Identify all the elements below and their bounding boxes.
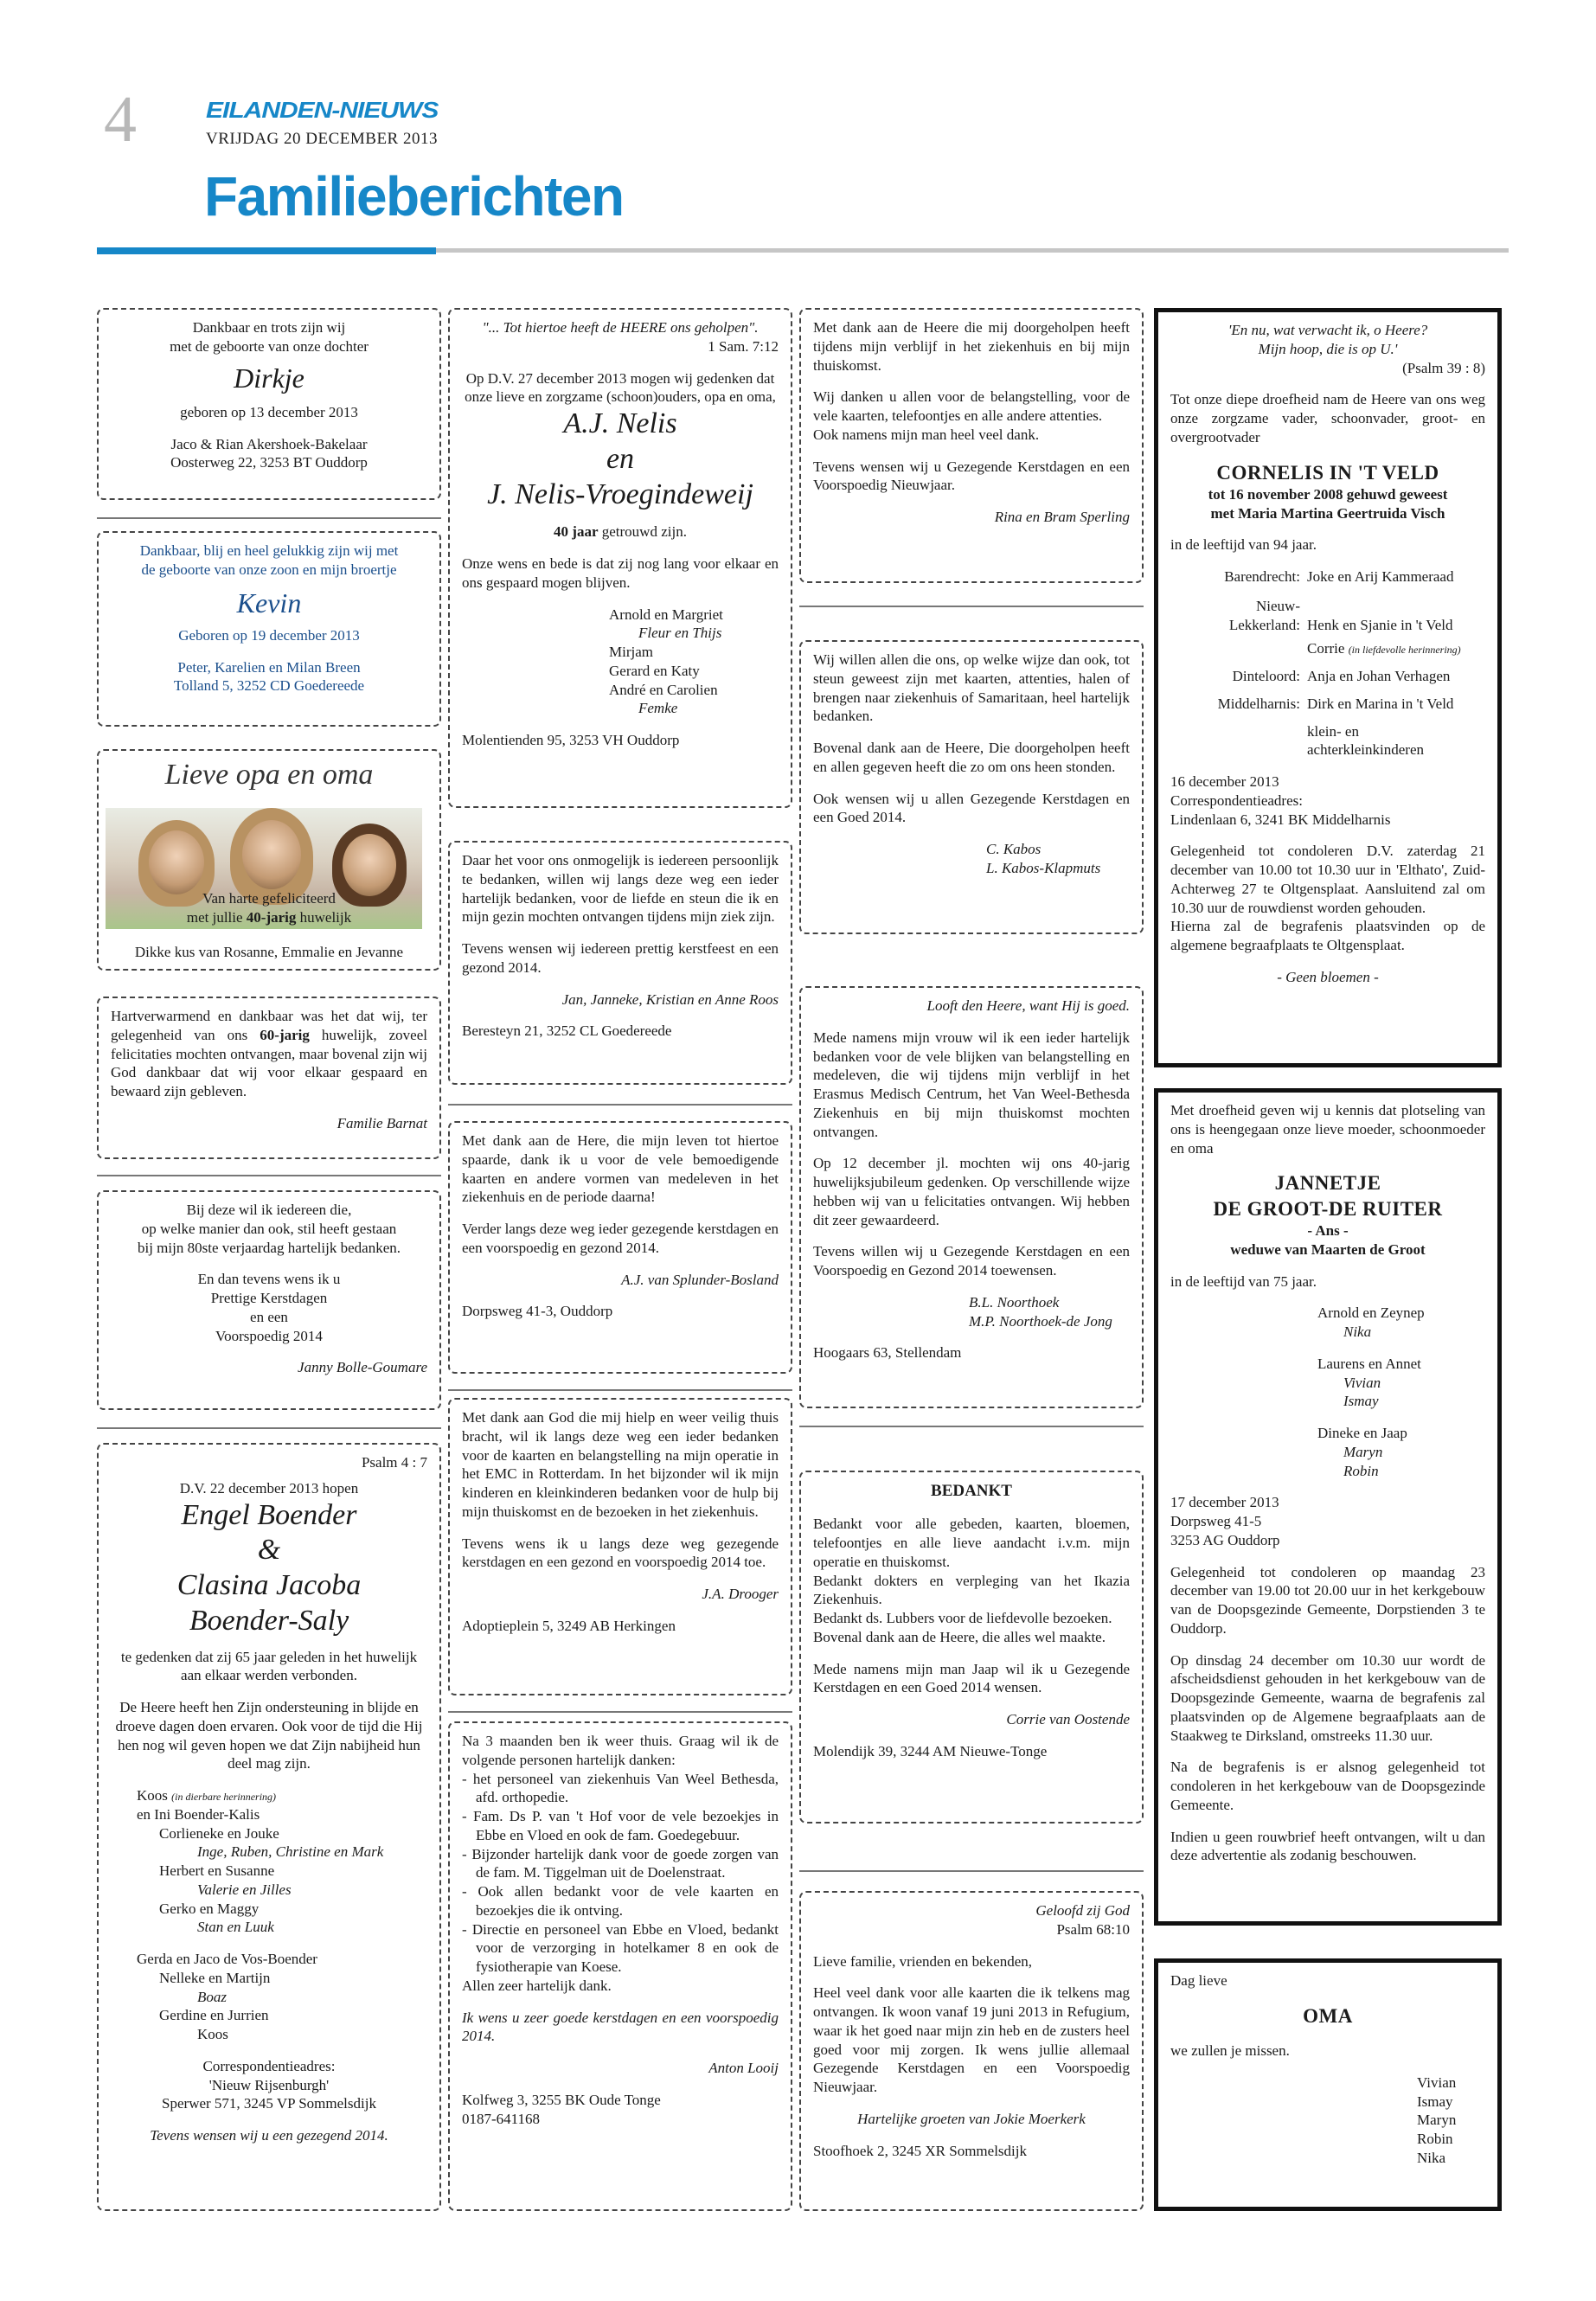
- ad-thanks-moerkerk: [799, 1891, 1144, 2211]
- text-line: Met droefheid geven wij u kennis dat plotseling van ons is heengegaan onze lieve moeder, schoonmoeder en oma: [1170, 1102, 1485, 1157]
- text-line: Na 3 maanden ben ik weer thuis. Graag wil ik de volgende personen hartelijk danken:: [462, 1733, 779, 1768]
- family-member: Gerard en Katy: [609, 662, 700, 679]
- family-member: Ismay: [1417, 2093, 1453, 2110]
- family-member: Laurens en Annet: [1317, 1355, 1421, 1372]
- text-line: te gedenken dat zij 65 jaar geleden in het huwelijk aan elkaar werden verbonden.: [120, 1648, 418, 1684]
- signature: Anton Looij: [708, 2060, 779, 2076]
- family-member: Dineke en Jaap: [1317, 1425, 1407, 1442]
- separator: [97, 1427, 441, 1429]
- issue-date: VRIJDAG 20 DECEMBER 2013: [206, 130, 438, 148]
- text-line: huwelijk: [296, 908, 352, 926]
- text-line: Indien u geen rouwbrief heeft ontvangen, wilt u dan deze advertentie als zodanig beschouwen.: [1170, 1828, 1485, 1864]
- text-line: Mede namens mijn vrouw wil ik een ieder hartelijk bedanken voor de vele blijken van belangstelling en medeleven, die wij tijdens mijn verblijf in het Erasmus Medisch Centrum, het Van Weel-Bethesda Ziekenhuis en bij mijn thuiskomst mochten ontvangen.: [813, 1029, 1130, 1140]
- anniversary-years: 40 jaar: [554, 523, 599, 541]
- anniversary-years: 60-jarig: [260, 1026, 310, 1043]
- text-line: Op dinsdag 24 december om 10.30 uur wordt de afscheidsdienst gehouden in het kerkgebouw van de Doopsgezinde Gemeente, waarna de begrafenis zal plaatsvinden op de Algemene begraafplaats aan de Staakweg te Dirksland, omstreeks 11.30 uur.: [1170, 1651, 1485, 1744]
- text-line: huwelijk, zoveel felicitaties mochten ontvangen, maar bovenal zijn wij God dankbaar dat wij voor elkaar gespaard en bewaard zijn gebleven.: [111, 1026, 427, 1099]
- family-member: Koos: [197, 2026, 228, 2043]
- ad-birth-dirkje: [97, 308, 441, 500]
- text-line: De Heere heeft hen Zijn ondersteuning in blijde en droeve dagen doen ervaren. Ook voor de tijd die Hij hen nog wil geven hopen we dat Zijn nabijheid hun deel mag zijn.: [115, 1699, 423, 1772]
- family-member: Anja en Johan Verhagen: [1307, 668, 1451, 685]
- text-line: Ik wens u zeer goede kerstdagen en een voorspoedig 2014.: [462, 2009, 779, 2045]
- family-member: klein- en: [1307, 722, 1359, 740]
- address: Kolfweg 3, 3255 BK Oude Tonge: [462, 2091, 661, 2108]
- signature: J.A. Drooger: [702, 1586, 779, 1602]
- address: Dorpsweg 41-5: [1170, 1513, 1262, 1530]
- family-member: Valerie en Jilles: [197, 1881, 292, 1898]
- place-label: Dinteloord:: [1232, 668, 1300, 685]
- address: Stoofhoek 2, 3245 XR Sommelsdijk: [813, 2142, 1027, 2159]
- text-line: getrouwd zijn.: [598, 523, 687, 541]
- text-line: Daar het voor ons onmogelijk is iedereen persoonlijk te bedanken, willen wij langs deze weg een ieder hartelijk bedanken, voor de liefde en steun die ik en mijn gezin mochten ontvangen tijdens mijn ziek zijn.: [462, 852, 779, 926]
- signature: A.J. van Splunder-Bosland: [621, 1271, 779, 1288]
- phone-number: 0187-641168: [462, 2110, 541, 2127]
- couple-name: Engel Boender: [181, 1498, 357, 1531]
- baby-name: Dirkje: [234, 362, 304, 394]
- text-line: Na de begrafenis is er alsnog gelegenheid tot condoleren in het kerkgebouw van de Doopsgezinde Gemeente.: [1170, 1759, 1485, 1813]
- place-label: Barendrecht:: [1224, 568, 1300, 586]
- family-member: André en Carolien: [609, 681, 718, 698]
- ad-thanks-noorthoek: [799, 986, 1144, 1408]
- text-line: Bedankt dokters en verpleging van het Ikazia Ziekenhuis.: [813, 1572, 1130, 1608]
- text-line: Bedankt ds. Lubbers voor de liefdevolle bezoeken.: [813, 1610, 1112, 1627]
- text-line: Mede namens mijn man Jaap wil ik u Gezegende Kerstdagen en een Goed 2014 wensen.: [813, 1660, 1130, 1696]
- text-line: Tevens willen wij u Gezegende Kerstdagen en een Voorspoedig en Gezond 2014 toewensen.: [813, 1243, 1130, 1279]
- family-member: Nika: [1343, 1324, 1372, 1341]
- parents: Jaco & Rian Akershoek-Bakelaar: [170, 435, 368, 452]
- place-label: Middelharnis:: [1217, 695, 1300, 712]
- text-line: Bovenal dank aan de Heere, die alles wel maakte.: [813, 1628, 1106, 1645]
- family-member: achterkleinkinderen: [1307, 741, 1424, 759]
- bible-quote: Mijn hoop, die is op U.': [1258, 340, 1398, 357]
- family-member: Vivian: [1417, 2073, 1457, 2091]
- text-line: Bovenal dank aan de Heere, Die doorgeholpen heeft en allen gegeven heeft die zo om ons heen stonden.: [813, 740, 1130, 775]
- ad-thanks-sperling: [799, 308, 1144, 583]
- ad-thanks-oostende: [799, 1471, 1144, 1823]
- family-member: Gerda en Jaco de Vos-Boender: [137, 1951, 317, 1968]
- separator: [799, 606, 1144, 607]
- marriage-note: tot 16 november 2008 gehuwd geweest: [1208, 485, 1448, 503]
- family-member: Stan en Luuk: [197, 1919, 274, 1936]
- text-line: Dag lieve: [1170, 1972, 1227, 1989]
- family-member: Gerdine en Jurrien: [159, 2007, 269, 2024]
- text-line: Wij danken u allen voor de belangstelling, voor de vele kaarten, telefoontjes en alle andere attenties.: [813, 388, 1130, 424]
- text-line: op welke manier dan ook, stil heeft gestaan: [141, 1220, 397, 1237]
- family-member: Corrie: [1307, 640, 1345, 657]
- birth-date: Geboren op 19 december 2013: [178, 626, 360, 644]
- family-member: Fleur en Thijs: [638, 625, 722, 642]
- address-label: Correspondentieadres:: [1170, 792, 1303, 809]
- header-rule-blue: [97, 247, 436, 254]
- list-item: - Directie en personeel van Ebbe en Vloed, bedankt voor de verzorging in hotelkamer 8 en ook de fysiotherapie van Koese.: [476, 1920, 779, 1977]
- text-line: de geboorte van onze zoon en mijn broertje: [141, 561, 397, 578]
- baby-name: Kevin: [236, 586, 302, 619]
- signature: M.P. Noorthoek-de Jong: [969, 1312, 1112, 1330]
- separator: [448, 1711, 792, 1713]
- family-member: Koos: [137, 1787, 168, 1804]
- family-member: Boaz: [197, 1988, 227, 2005]
- date: 16 december 2013: [1170, 773, 1279, 791]
- ad-anniversary-grandparents: [97, 749, 441, 971]
- family-member: Henk en Sjanie in 't Veld: [1307, 616, 1453, 633]
- separator: [799, 1870, 1144, 1872]
- couple-name: &: [257, 1534, 281, 1567]
- header-rule-grey: [436, 248, 1509, 253]
- deceased-name: CORNELIS IN 'T VELD: [1216, 461, 1439, 484]
- family-member: en Ini Boender-Kalis: [137, 1805, 260, 1823]
- address: Tolland 5, 3252 CD Goedereede: [173, 677, 365, 695]
- text-line: Hartverwarmend en dankbaar was het dat wij, ter gelegenheid van ons: [111, 1008, 427, 1043]
- widow-note: weduwe van Maarten de Groot: [1230, 1240, 1426, 1258]
- address: Beresteyn 21, 3252 CL Goedereede: [462, 1022, 672, 1040]
- text-line: Tevens wensen wij iedereen prettig kerstfeest en een gezond 2014.: [462, 940, 779, 976]
- birth-date: geboren op 13 december 2013: [180, 403, 358, 420]
- signature: C. Kabos: [986, 841, 1042, 857]
- bible-reference: Psalm 68:10: [1056, 1920, 1130, 1938]
- signature: Rina en Bram Sperling: [994, 509, 1130, 525]
- separator: [799, 1426, 1144, 1427]
- text-line: Onze wens en bede is dat zij nog lang voor elkaar en ons gespaard mogen blijven.: [462, 555, 779, 591]
- family-member: Herbert en Susanne: [159, 1862, 275, 1880]
- signature: L. Kabos-Klapmuts: [986, 859, 1101, 876]
- family-member: Arnold en Zeynep: [1317, 1304, 1425, 1322]
- signature: Corrie van Oostende: [1006, 1711, 1130, 1728]
- text-line: En dan tevens wens ik u: [197, 1271, 341, 1288]
- list-item: - Bijzonder hartelijk dank voor de goede zorgen van de fam. M. Tiggelman uit de Doelenstraat.: [476, 1845, 779, 1883]
- address: Adoptieplein 5, 3249 AB Herkingen: [462, 1617, 676, 1634]
- text-line: Voorspoedig 2014: [215, 1327, 323, 1344]
- text-line: Tevens wensen wij u Gezegende Kerstdagen en een Voorspoedig Nieuwjaar.: [813, 458, 1130, 494]
- list-item: - Ook allen bedankt voor de vele kaarten en bezoekjes die ik ontving.: [476, 1882, 779, 1920]
- deceased-name: JANNETJE: [1274, 1172, 1381, 1195]
- family-member: Robin: [1417, 2131, 1453, 2148]
- text-line: Met dank aan de Heere die mij doorgeholpen heeft tijdens mijn verblijf in het ziekenhuis en bij mijn thuiskomst.: [813, 319, 1130, 374]
- family-member: Joke en Arij Kammeraad: [1307, 568, 1454, 586]
- place-label: Lekkerland:: [1228, 616, 1300, 633]
- ad-anniversary-boender: [97, 1443, 441, 2211]
- text-line: Tot onze diepe droefheid nam de Heere van ons weg onze zorgzame vader, schoonvader, groot- en overgrootvader: [1170, 391, 1485, 445]
- memorial-note: (in liefdevolle herinnering): [1348, 644, 1461, 657]
- text-line: D.V. 22 december 2013 hopen: [179, 1479, 359, 1497]
- memorial-note: (in dierbare herinnering): [171, 1791, 277, 1804]
- place-label: Nieuw-: [1256, 597, 1300, 614]
- text-line: Op D.V. 27 december 2013 mogen wij gedenken dat onze lieve en zorgzame (schoon)ouders, opa en oma,: [465, 369, 776, 406]
- ad-thanks-splunder: [448, 1121, 792, 1374]
- signature: Hartelijke groeten van Jokie Moerkerk: [857, 2110, 1086, 2127]
- ad-thanks-kabos: [799, 640, 1144, 934]
- family-member: Dirk en Marina in 't Veld: [1307, 695, 1454, 712]
- address: Dorpsweg 41-3, Ouddorp: [462, 1303, 613, 1320]
- text-line: Heel veel dank voor alle kaarten die ik telkens mag ontvangen. Ik woon vanaf 19 juni 2013 in Refugium, waar ik het goed naar mijn zin heb en de zusters heel goed voor mij zorgen. Ik wens jullie allemaal Gezegende Kerstdagen en een Voorspoedig Nieuwjaar.: [813, 1984, 1130, 2095]
- separator: [97, 1175, 441, 1176]
- family-member: Vivian: [1343, 1374, 1381, 1391]
- family-member: Maryn: [1343, 1443, 1383, 1460]
- bible-quote: "... Tot hiertoe heeft de HEERE ons geholpen".: [482, 319, 759, 336]
- family-member: Nika: [1417, 2149, 1446, 2166]
- marriage-note: met Maria Martina Geertruida Visch: [1210, 504, 1445, 522]
- ad-thanks-janny: [97, 1190, 441, 1410]
- ad-thanks-barnat: [97, 997, 441, 1159]
- list-item: - Fam. Ds P. van 't Hof voor de vele bezoekjes in Ebbe en Vloed en ook de fam. Goedegebuur.: [476, 1807, 779, 1845]
- signature: B.L. Noorthoek: [969, 1293, 1060, 1311]
- bible-reference: 1 Sam. 7:12: [708, 337, 779, 355]
- deceased-name: DE GROOT-DE RUITER: [1213, 1197, 1443, 1220]
- family-member: Maryn: [1417, 2112, 1457, 2129]
- family-member: Ismay: [1343, 1393, 1379, 1410]
- text-line: Prettige Kerstdagen: [210, 1290, 328, 1306]
- couple-name: J. Nelis-Vroegindeweij: [487, 478, 753, 510]
- ad-anniversary-nelis: [448, 308, 792, 808]
- family-member: Nelleke en Martijn: [159, 1969, 271, 1986]
- date: 17 december 2013: [1170, 1494, 1279, 1511]
- text-line: Van harte gefeliciteerd: [202, 890, 336, 907]
- family-member: Robin: [1343, 1462, 1379, 1479]
- closing-wish: Tevens wensen wij u een gezegend 2014.: [150, 2127, 388, 2144]
- bible-quote: Geloofd zij God: [1035, 1902, 1130, 1919]
- text-line: Met dank aan de Here, die mijn leven tot hiertoe spaarde, dank ik u voor de vele bemoedigende kaarten en andere vormen van medeleven in het ziekenhuis en de periode daarna!: [462, 1132, 779, 1206]
- text-line: Ook namens mijn man heel veel dank.: [813, 426, 1040, 443]
- signature: Janny Bolle-Goumare: [298, 1359, 427, 1376]
- address: Molentienden 95, 3253 VH Ouddorp: [462, 732, 680, 749]
- family-member: Arnold en Margriet: [609, 606, 723, 623]
- separator: [448, 1104, 792, 1106]
- address: Molendijk 39, 3244 AM Nieuwe-Tonge: [813, 1742, 1048, 1759]
- text-line: Tevens wens ik u langs deze weg gezegende kerstdagen en een gezond en voorspoedig 2014 toe.: [462, 1535, 779, 1571]
- ad-thanks-drooger: [448, 1398, 792, 1695]
- couple-name: en: [606, 442, 635, 475]
- text-line: Bedankt voor alle gebeden, kaarten, bloemen, telefoontjes en alle lieve aandacht i.v.m. mijn operatie en thuiskomst.: [813, 1516, 1130, 1570]
- obituary-oma: [1154, 1958, 1502, 2211]
- obituary-veld: [1154, 308, 1502, 1067]
- ad-title: Lieve opa en oma: [164, 759, 374, 791]
- address: 'Nieuw Rijsenburgh': [208, 2076, 330, 2093]
- bible-reference: (Psalm 39 : 8): [1402, 359, 1485, 376]
- couple-name: Clasina Jacoba: [176, 1569, 362, 1602]
- text-line: met de geboorte van onze dochter: [170, 337, 369, 355]
- text-line: Gelegenheid tot condoleren op maandag 23 december van 19.00 tot 20.00 uur in het kerkgebouw van de Doopsgezinde Gemeente, Dorpstienden 3 te Ouddorp.: [1170, 1563, 1485, 1637]
- family-member: Femke: [638, 700, 678, 717]
- deceased-name: OMA: [1303, 2004, 1353, 2027]
- text-line: en een: [250, 1308, 288, 1325]
- text-line: Allen zeer hartelijk dank.: [462, 1977, 612, 1994]
- newspaper-logo: EILANDEN-NIEUWS: [206, 99, 439, 124]
- ad-thanks-roos: [448, 841, 792, 1085]
- text-line: Dankbaar en trots zijn wij: [192, 319, 346, 336]
- address: Oosterweg 22, 3253 BT Ouddorp: [170, 454, 368, 471]
- text-line: Verder langs deze weg ieder gezegende kerstdagen en een voorspoedig en gezond 2014.: [462, 1221, 779, 1256]
- couple-name: A.J. Nelis: [563, 407, 677, 439]
- page-number: 4: [104, 83, 137, 156]
- address: Lindenlaan 6, 3241 BK Middelharnis: [1170, 811, 1391, 828]
- bible-quote: 'En nu, wat verwacht ik, o Heere?: [1227, 322, 1428, 338]
- text-line: Lieve familie, vrienden en bekenden,: [813, 1952, 1032, 1970]
- text-line: Hierna zal de begrafenis plaatsvinden op de algemene begraafplaats te Oltgensplaat.: [1170, 918, 1485, 954]
- text-line: Ook wensen wij u allen Gezegende Kerstdagen en een Goed 2014.: [813, 790, 1130, 826]
- age: in de leeftijd van 75 jaar.: [1170, 1272, 1317, 1290]
- separator: [97, 517, 441, 519]
- signature: Familie Barnat: [337, 1114, 427, 1131]
- text-line: Bij deze wil ik iedereen die,: [186, 1202, 352, 1218]
- ad-birth-kevin: [97, 531, 441, 727]
- address: Hoogaars 63, Stellendam: [813, 1344, 962, 1362]
- thanks-list: [462, 1770, 779, 1977]
- text-line: Gelegenheid tot condoleren D.V. zaterdag 21 december van 10.00 tot 10.30 uur in 'Elthato', Zuid-Achterweg 27 te Oltgensplaat. Aansluitend zal om 10.30 uur de rouwdienst worden gehouden.: [1170, 843, 1485, 916]
- ad-thanks-looij: [448, 1721, 792, 2211]
- family-member: Mirjam: [609, 644, 653, 661]
- address: 3253 AG Ouddorp: [1170, 1531, 1280, 1548]
- obituary-ruiter: [1154, 1088, 1502, 1926]
- couple-name: Boender-Saly: [189, 1604, 349, 1637]
- nickname: - Ans -: [1307, 1222, 1349, 1240]
- text-line: met jullie: [186, 908, 247, 926]
- text-line: Dankbaar, blij en heel gelukkig zijn wij met: [139, 542, 399, 559]
- list-item: - het personeel van ziekenhuis Van Weel Bethesda, afd. orthopedie.: [476, 1770, 779, 1808]
- family-member: Inge, Ruben, Christine en Mark: [197, 1843, 384, 1861]
- section-title: Familieberichten: [204, 165, 624, 228]
- bible-quote: Looft den Heere, want Hij is goed.: [926, 997, 1130, 1014]
- anniversary-years: 40-jarig: [246, 908, 297, 926]
- bible-reference: Psalm 4 : 7: [361, 1454, 427, 1471]
- no-flowers-note: - Geen bloemen -: [1277, 968, 1379, 985]
- text-line: Wij willen allen die ons, op welke wijze dan ook, tot steun geweest zijn met kaarten, attenties, halen of brengen naar ziekenhuis of Samaritaan, heel hartelijk bedanken.: [813, 651, 1130, 725]
- age: in de leeftijd van 94 jaar.: [1170, 536, 1317, 554]
- parents: Peter, Karelien en Milan Breen: [177, 658, 361, 676]
- family-member: Gerko en Maggy: [159, 1900, 260, 1917]
- text-line: Op 12 december jl. mochten wij ons 40-jarig huwelijksjubileum gedenken. Op verschillende wijze hebben wij van u felicitaties ontvangen. Wij hebben dit zeer gewaardeerd.: [813, 1155, 1130, 1228]
- signature: Jan, Janneke, Kristian en Anne Roos: [561, 990, 779, 1008]
- text-line: Met dank aan God die mij hielp en weer veilig thuis bracht, wil ik langs deze weg een ieder bedanken voor de kaarten en belangstelling na mijn operatie in het EMC in Rotterdam. In het bijzonder wil ik mijn kinderen en kleinkinderen bedanken voor de hulp bij mijn thuiskomst en de bezoeken in het ziekenhuis.: [462, 1409, 779, 1520]
- family-member: Corlieneke en Jouke: [159, 1824, 279, 1842]
- text-line: bij mijn 80ste verjaardag hartelijk bedanken.: [137, 1239, 401, 1256]
- address-label: Correspondentieadres:: [202, 2057, 336, 2074]
- signature: Dikke kus van Rosanne, Emmalie en Jevanne: [134, 944, 404, 960]
- separator: [448, 1389, 792, 1391]
- text-line: we zullen je missen.: [1170, 2042, 1290, 2060]
- address: Sperwer 571, 3245 VP Sommelsdijk: [162, 2095, 376, 2112]
- ad-title: BEDANKT: [931, 1482, 1012, 1500]
